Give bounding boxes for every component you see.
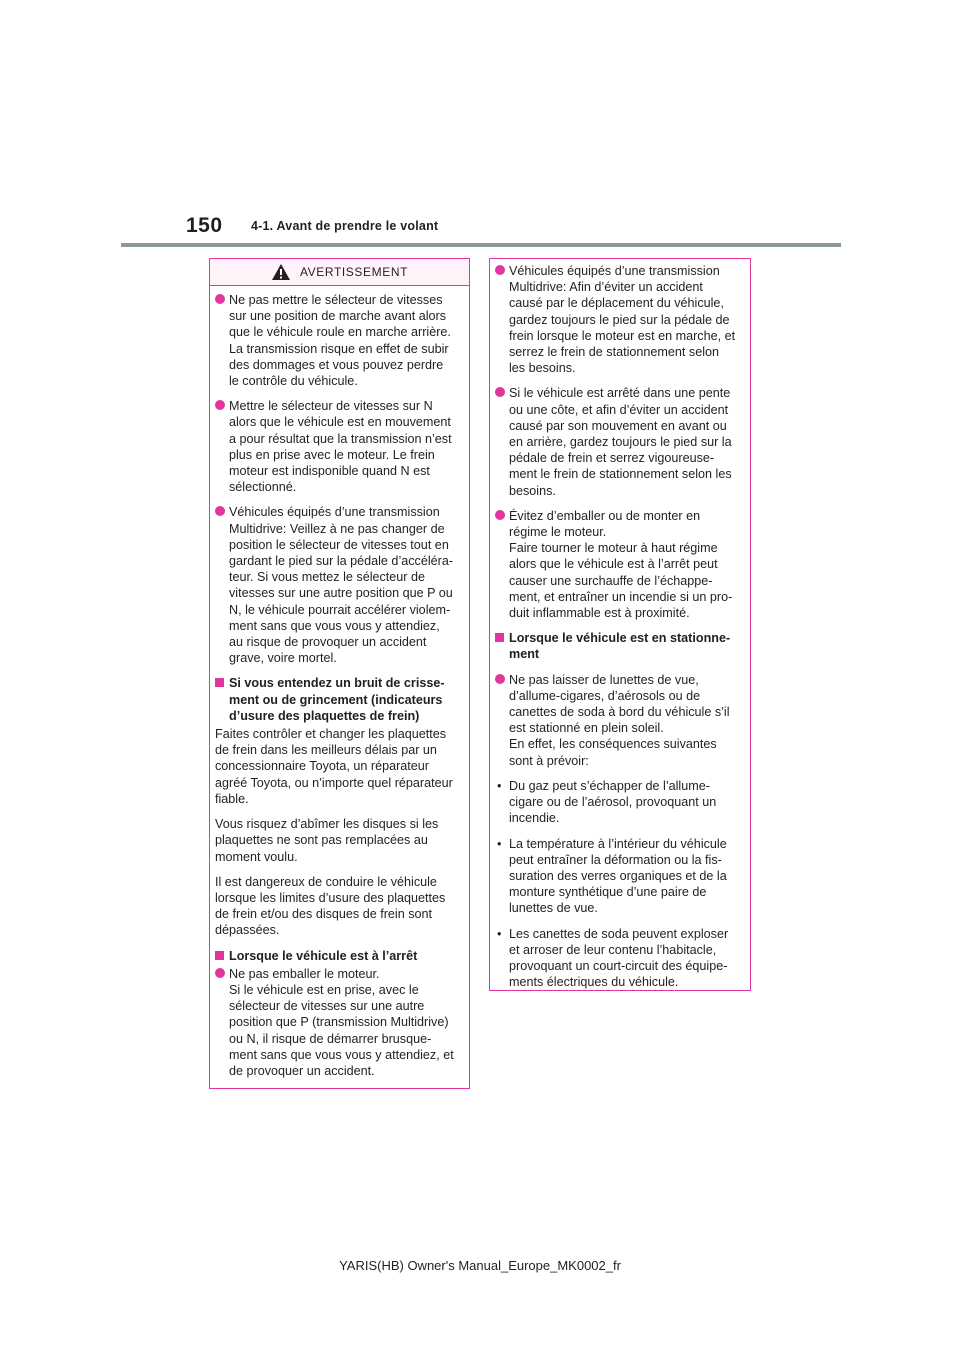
bullet-square-icon <box>215 951 224 960</box>
bullet-dot-icon: • <box>497 836 502 851</box>
bullet-circle-icon <box>495 510 505 520</box>
heading-text: Lorsque le véhicule est en stationne-ment <box>509 631 731 662</box>
warning-header <box>210 259 469 286</box>
list-item <box>215 398 455 495</box>
bullet-dot-icon: • <box>497 926 502 941</box>
bullet-dot-icon: • <box>497 778 502 793</box>
bullet-item <box>495 836 736 917</box>
header-divider <box>121 243 841 247</box>
item-text: Si le véhicule est arrêté dans une pente ou une côte, et afin d’éviter un accident causé par son mouvement en avant ou en arrière, gardez toujours le pied sur la pédale de frein et serrez vigoureuse-ment le frein de stationnement selon les besoins. <box>509 386 732 498</box>
section-heading <box>495 630 736 662</box>
bullet-circle-icon <box>495 674 505 684</box>
heading-text: Lorsque le véhicule est à l’arrêt <box>229 948 418 963</box>
warning-box-left <box>209 258 470 1089</box>
list-item <box>215 504 455 666</box>
page-footer: YARIS(HB) Owner's Manual_Europe_MK0002_fr <box>339 1258 621 1273</box>
heading-text: Si vous entendez un bruit de crisse-ment ou de grincement (indicateurs d’usure des plaquettes de frein) <box>229 676 445 723</box>
page-number: 150 <box>186 214 223 237</box>
item-text: Véhicules équipés d’une transmission Multidrive: Veillez à ne pas changer de position le sélecteur de vitesses tout en gardant le pied sur la pédale d’accéléra-teur. Si vous mettez le sélecteur de vitesses sur une autre position que P ou N, le véhicule pourrait accélérer violem-ment sans que vous vous y attendiez, au risque de provoquer un accident grave, voire mortel. <box>229 505 454 666</box>
item-text: Ne pas emballer le moteur. Si le véhicule est en prise, avec le sélecteur de vitesses sur une autre position que P (transmission Multidrive) ou N, il risque de démarrer brusque-ment sans que vous vous y attendiez, et de provoquer un accident. <box>229 966 454 1078</box>
list-item <box>495 385 736 498</box>
bullet-square-icon <box>215 678 224 687</box>
paragraph: Vous risquez d’abîmer les disques si les plaquettes ne sont pas remplacées au moment voulu. <box>215 817 439 864</box>
bullet-circle-icon <box>215 400 225 410</box>
section-heading <box>215 948 455 964</box>
bullet-circle-icon <box>215 294 225 304</box>
item-text: Ne pas laisser de lunettes de vue, d’allume-cigares, d’aérosols ou de canettes de soda à bord du véhicule s’il est stationné en plein soleil. En effet, les conséquences suivantes sont à prévoir: <box>509 672 730 768</box>
bullet-circle-icon <box>215 506 225 516</box>
item-text: Ne pas mettre le sélecteur de vitesses sur une position de marche avant alors que le véhicule roule en marche arrière. La transmission risque en effet de subir des dommages et vous pouvez perdre le contrôle du véhicule. <box>229 293 451 389</box>
warning-box-right <box>489 258 751 991</box>
bullet-text: Du gaz peut s’échapper de l’allume-cigare ou de l’aérosol, provoquant un incendie. <box>509 778 717 826</box>
warning-triangle-icon <box>271 263 291 281</box>
paragraph: Faites contrôler et changer les plaquettes de frein dans les meilleurs délais par un concessionnaire Toyota, un réparateur agréé Toyota, ou n’importe quel réparateur fiable. <box>215 727 453 806</box>
bullet-square-icon <box>495 633 504 642</box>
list-item <box>495 508 736 621</box>
list-item <box>495 263 736 376</box>
bullet-text: La température à l’intérieur du véhicule peut entraîner la déformation ou la fis-suration des verres organiques et de la monture synthétique d’une paire de lunettes de vue. <box>509 836 727 916</box>
list-item <box>495 672 736 769</box>
item-text: Véhicules équipés d’une transmission Multidrive: Afin d’éviter un accident causé par le déplacement du véhicule, gardez toujours le pied sur la pédale de frein lorsque le moteur est en marche, et serrez le frein de stationnement selon les besoins. <box>509 264 736 376</box>
bullet-circle-icon <box>495 387 505 397</box>
bullet-item <box>495 778 736 827</box>
bullet-text: Les canettes de soda peuvent exploser et arroser de leur contenu l’habitacle, provoquant un court-circuit des équipe-ments électriques du véhicule. <box>509 926 729 990</box>
list-item <box>215 966 455 1079</box>
warning-label: AVERTISSEMENT <box>299 264 409 279</box>
section-title: 4-1. Avant de prendre le volant <box>251 219 439 233</box>
item-text: Évitez d’emballer ou de monter en régime le moteur. Faire tourner le moteur à haut régime alors que le véhicule est à l’arrêt peut causer une surchauffe de l’échappe-ment, et entraîner un incendie si un pro-duit inflammable est à proximité. <box>509 508 733 621</box>
list-item <box>215 292 455 389</box>
bullet-item <box>495 926 736 991</box>
bullet-circle-icon <box>215 968 225 978</box>
bullet-circle-icon <box>495 265 505 275</box>
paragraph: Il est dangereux de conduire le véhicule lorsque les limites d’usure des plaquettes de frein et/ou des disques de frein sont dépassées. <box>215 874 446 938</box>
section-heading <box>215 675 455 724</box>
item-text: Mettre le sélecteur de vitesses sur N alors que le véhicule est en mouvement a pour résultat que la transmission n’est plus en prise avec le moteur. Le frein moteur est indisponible quand N est sélectionné. <box>229 399 452 495</box>
